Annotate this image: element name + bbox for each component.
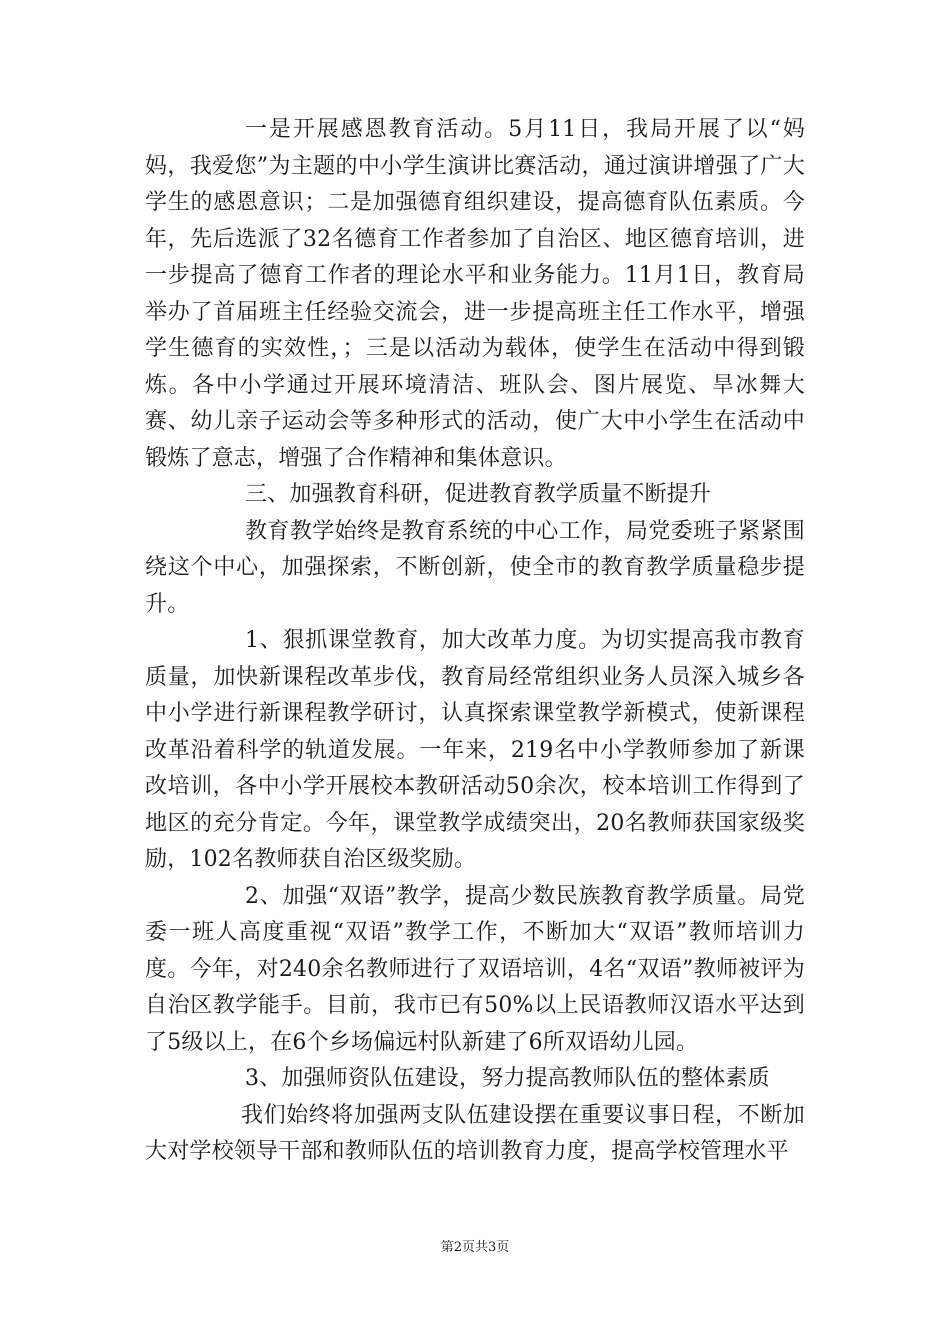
- subheading-teacher-team: 3、加强师资队伍建设，努力提高教师队伍的整体素质: [245, 1066, 770, 1091]
- paragraph-teaching-center: 教育教学始终是教育系统的中心工作，局党委班子紧紧围绕这个中心，加强探索，不断创新，使全市的教育教学质量稳步提升。: [145, 518, 805, 617]
- paragraph-moral-education: 一是开展感恩教育活动。5月11日，我局开展了以“妈妈，我爱您”为主题的中小学生演讲比赛活动，通过演讲增强了广大学生的感恩意识；二是加强德育组织建设，提高德育队伍素质。今年，先后选派了32名德育工作者参加了自治区、地区德育培训，进一步提高了德育工作者的理论水平和业务能力。11月1日，教育局举办了首届班主任经验交流会，进一步提高班主任工作水平，增强学生德育的实效性，；三是以活动为载体，使学生在活动中得到锻炼。各中小学通过开展环境清洁、班队会、图片展览、旱冰舞大赛、幼儿亲子运动会等多种形式的活动，使广大中小学生在活动中锻炼了意志，增强了合作精神和集体意识。: [145, 117, 805, 471]
- section-heading-research: 三、加强教育科研，促进教育教学质量不断提升: [245, 482, 712, 507]
- page-number-footer: 第2页共3页: [440, 1240, 510, 1255]
- document-body: [145, 112, 805, 1171]
- paragraph-classroom-reform: 1、狠抓课堂教育，加大改革力度。为切实提高我市教育质量，加快新课程改革步伐，教育局经常组织业务人员深入城乡各中小学进行新课程教学研讨，认真探索课堂教学新模式，使新课程改革沿着科学的轨道发展。一年来，219名中小学教师参加了新课改培训，各中小学开展校本教研活动50余次，校本培训工作得到了地区的充分肯定。今年，课堂教学成绩突出，20名教师获国家级奖励，102名教师获自治区级奖励。: [145, 628, 805, 872]
- paragraph-bilingual-teaching: 2、加强“双语”教学，提高少数民族教育教学质量。局党委一班人高度重视“双语”教学工作，不断加大“双语”教师培训力度。今年，对240余名教师进行了双语培训，4名“双语”教师被评为自治区教学能手。目前，我市已有50%以上民语教师汉语水平达到了5级以上，在6个乡场偏远村队新建了6所双语幼儿园。: [145, 883, 805, 1055]
- paragraph-team-building: 我们始终将加强两支队伍建设摆在重要议事日程，不断加大对学校领导干部和教师队伍的培训教育力度，提高学校管理水平: [145, 1102, 805, 1164]
